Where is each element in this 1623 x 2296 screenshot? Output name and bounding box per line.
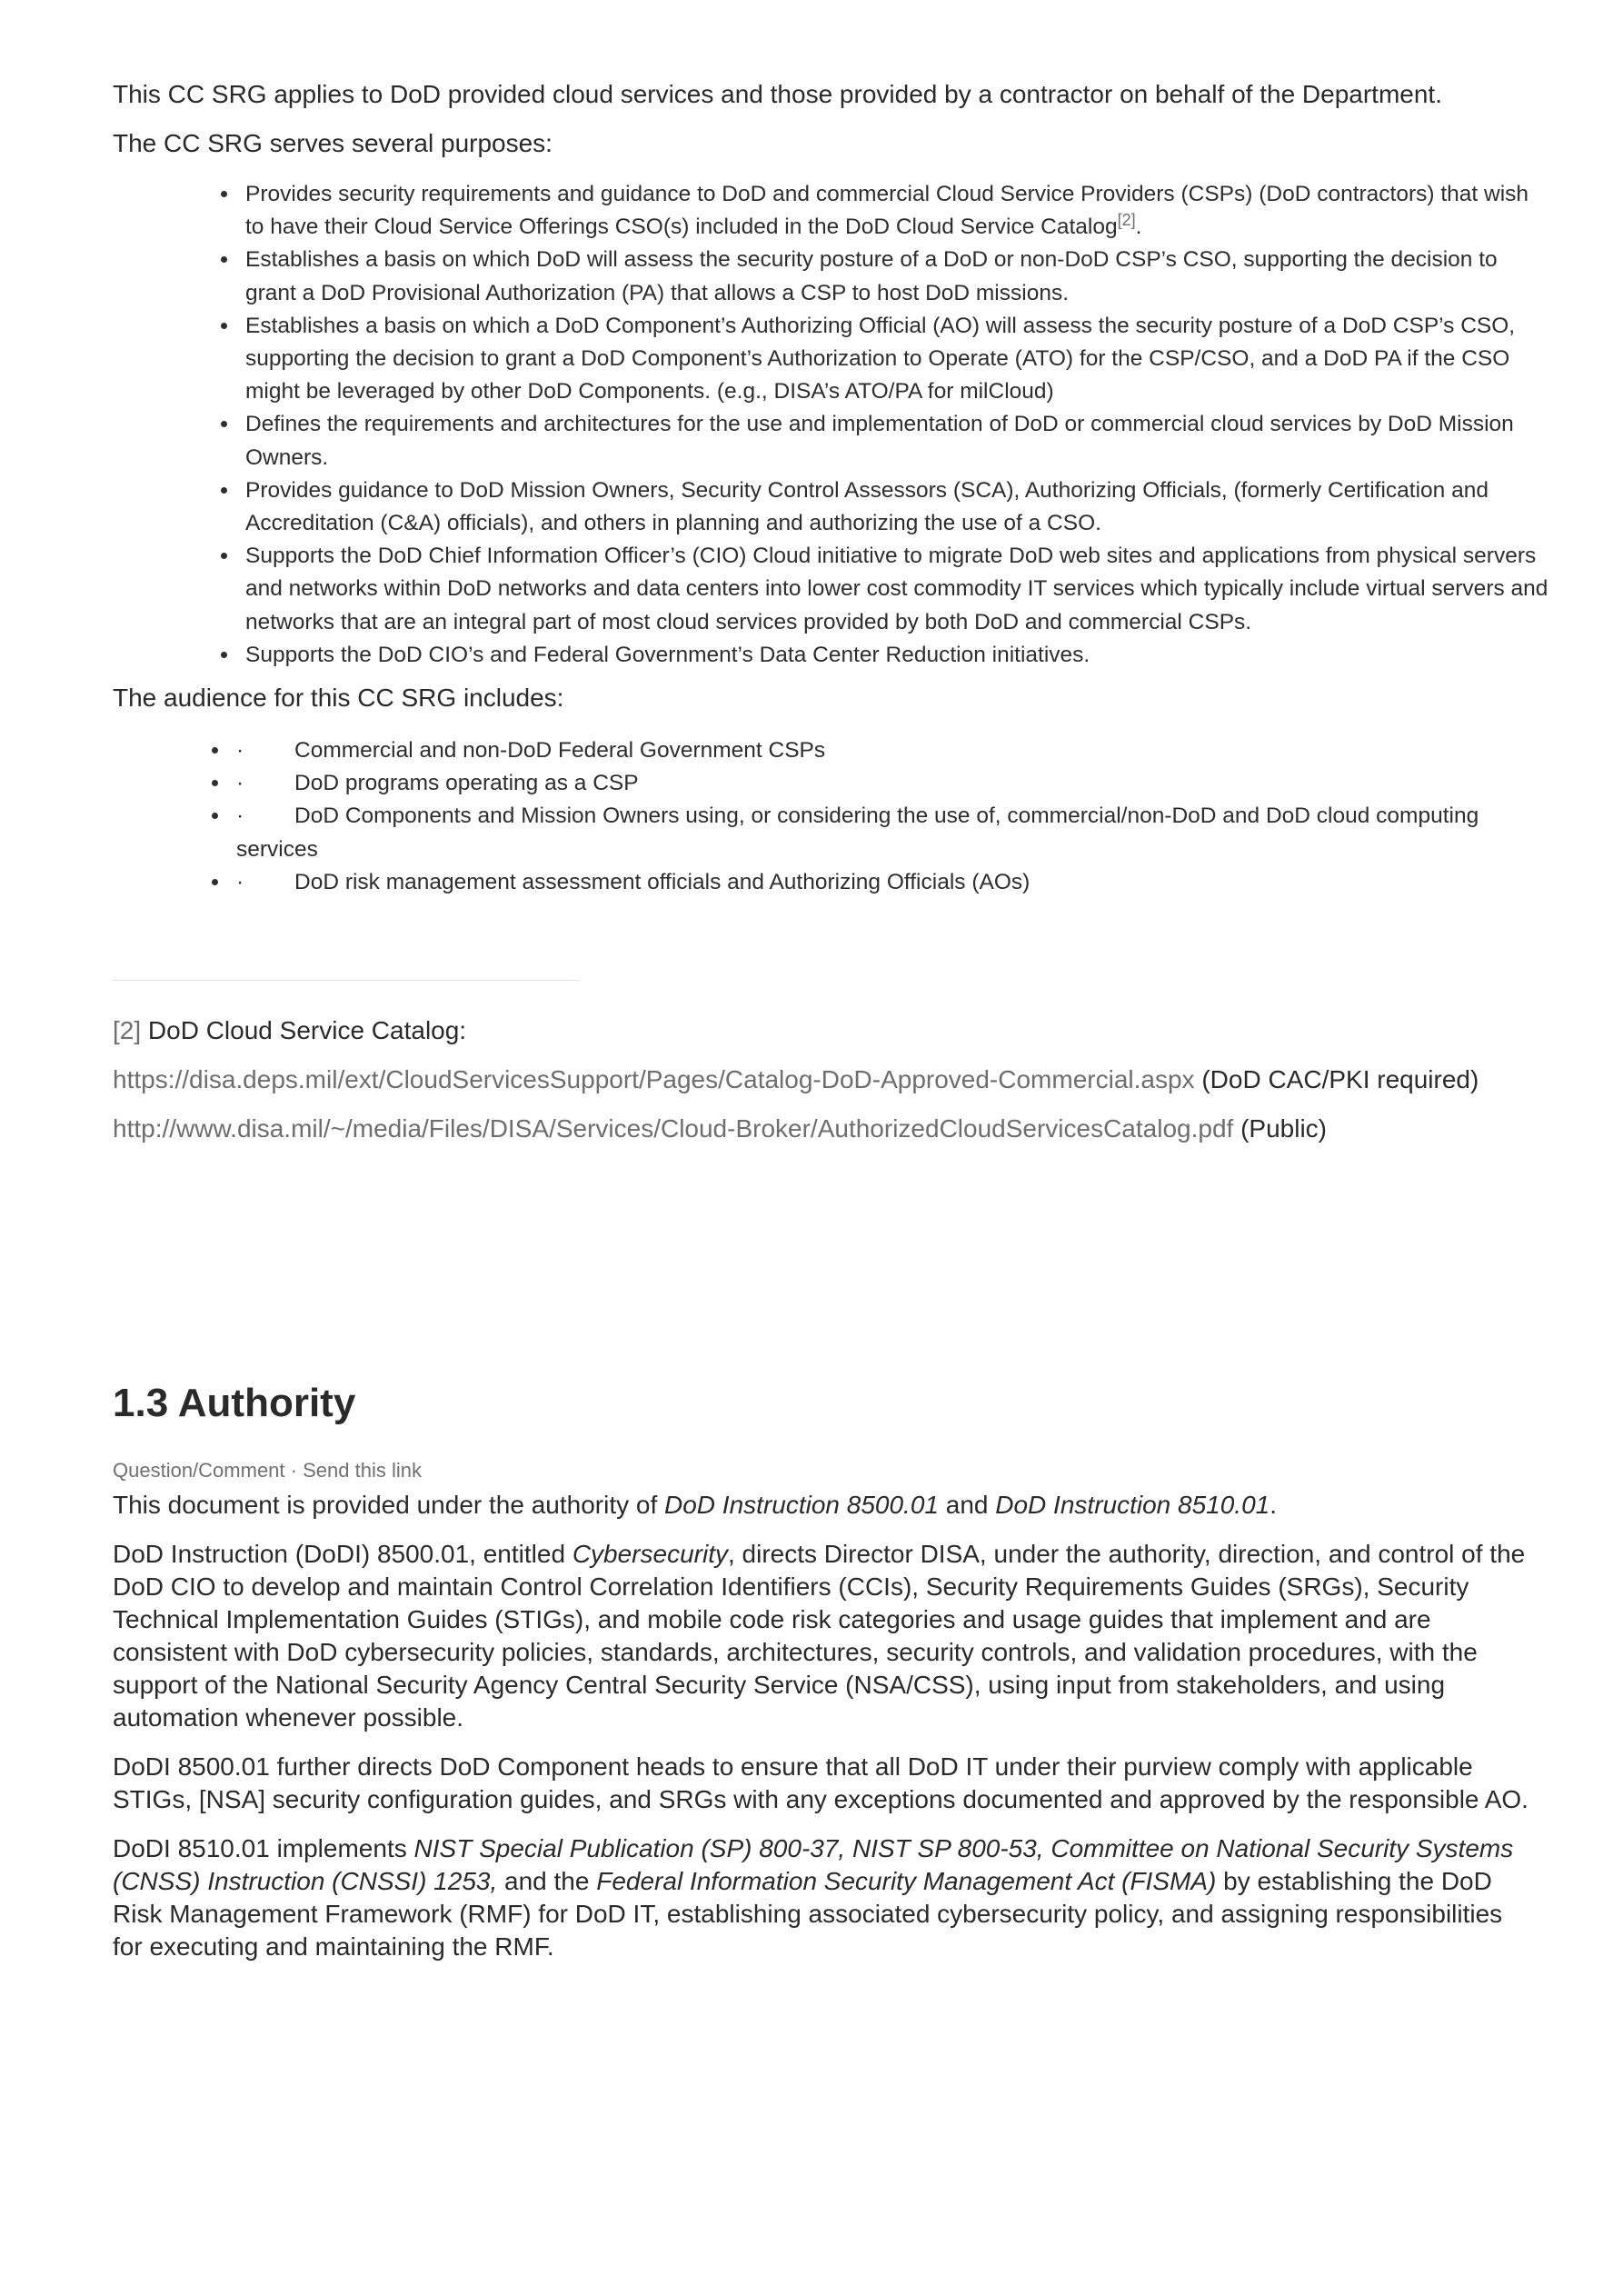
- question-comment-link[interactable]: Question/Comment: [113, 1459, 285, 1482]
- audience-section: [113, 682, 1530, 714]
- list-item: [231, 767, 1548, 800]
- list-item-text: DoD programs operating as a CSP: [294, 771, 639, 796]
- list-item: • Supports the DoD CIO’s and Federal Government’s Data Center Reduction initiatives.: [240, 639, 1548, 672]
- authority-paragraph: This document is provided under the authority of DoD Instruction 8500.01 and DoD Instruction 8510.01.: [113, 1491, 1278, 1519]
- list-item-text: Commercial and non-DoD Federal Government CSPs: [294, 738, 826, 763]
- authority-paragraph: DoD Instruction (DoDI) 8500.01, entitled Cybersecurity, directs Director DISA, under the authority, direction, and control of the DoD CIO to develop and maintain Control Correlation Identifiers (CCIs), Security Requirements Guides (SRGs), Security Technical Implementation Guides (STIGs), and mobile code risk categories and usage guides that implement and are consistent with DoD cybersecurity policies, standards, architectures, security controls, and validation procedures, with the support of the National Security Agency Central Security Service (NSA/CSS), using input from stakeholders, and using automation whenever possible.: [113, 1540, 1526, 1732]
- list-item-tail: .: [1135, 215, 1142, 240]
- list-item: • Defines the requirements and architectures for the use and implementation of DoD or commercial cloud services by DoD Mission Owners.: [240, 408, 1548, 474]
- footnote-line: [113, 1113, 1585, 1145]
- list-marker: ·: [236, 804, 244, 829]
- purposes-heading: The CC SRG serves several purposes:: [113, 129, 553, 157]
- list-item: • Supports the DoD Chief Information Officer’s (CIO) Cloud initiative to migrate DoD web sites and applications from physical servers and networks within DoD networks and data centers into lower cost commodity IT services which typically include virtual servers and networks that are an integral part of most cloud services provided by both DoD and commercial CSPs.: [240, 540, 1548, 639]
- authority-paragraph: DoDI 8500.01 further directs DoD Component heads to ensure that all DoD IT under their purview comply with applicable STIGs, [NSA] security configuration guides, and SRGs with any exceptions documented and approved by the responsible AO.: [113, 1752, 1528, 1813]
- list-item: • Establishes a basis on which DoD will assess the security posture of a DoD or non-DoD CSP’s CSO, supporting the decision to grant a DoD Provisional Authorization (PA) that allows a CSP to host DoD missions.: [240, 244, 1548, 309]
- list-item: [231, 734, 1548, 767]
- list-item-text: DoD risk management assessment officials and Authorizing Officials (AOs): [294, 869, 1031, 894]
- footnote-line: [113, 1063, 1585, 1096]
- link-note: (Public): [1240, 1114, 1328, 1143]
- authority-paragraph: DoDI 8510.01 implements NIST Special Publication (SP) 800-37, NIST SP 800-53, Committee on National Security Systems (CNSS) Instruction (CNSSI) 1253, and the Federal Information Security Management Act (FISMA) by establishing the DoD Risk Management Framework (RMF) for DoD IT, establishing associated cybersecurity policy, and assigning responsibilities for executing and maintaining the RMF.: [113, 1834, 1514, 1961]
- authority-section: [113, 1380, 1530, 1427]
- send-this-link[interactable]: Send this link: [303, 1459, 422, 1482]
- list-item: • Provides guidance to DoD Mission Owners, Security Control Assessors (SCA), Authorizing Officials, (formerly Certification and Accreditation (C&A) officials), and others in planning and authorizing the use of a CSO.: [240, 474, 1548, 540]
- catalog-cac-link[interactable]: https://disa.deps.mil/ext/CloudServicesSupport/Pages/Catalog-DoD-Approved-Commercial.aspx: [113, 1065, 1195, 1093]
- list-item: [231, 866, 1548, 899]
- link-note: (DoD CAC/PKI required): [1201, 1065, 1479, 1093]
- purposes-list-container: [113, 178, 1548, 672]
- section-action-links: [113, 1458, 1530, 1483]
- list-item-text: DoD Components and Mission Owners using, or considering the use of, commercial/non-DoD and DoD cloud computing services: [236, 804, 1479, 862]
- list-marker: ·: [236, 738, 244, 763]
- audience-list-container: [113, 734, 1548, 899]
- section-title: 1.3 Authority: [113, 1381, 356, 1425]
- intro-paragraph: This CC SRG applies to DoD provided cloud services and those provided by a contractor on behalf of the Department.: [113, 80, 1442, 108]
- list-item-text: Provides security requirements and guidance to DoD and commercial Cloud Service Providers (CSPs) (DoD contractors) that wish to have their Cloud Service Offerings CSO(s) included in the DoD Cloud Service Catalog: [245, 182, 1529, 240]
- section-actions: [113, 1458, 1530, 1483]
- footnotes: [113, 1014, 1585, 1145]
- list-marker: ·: [236, 771, 244, 796]
- footnote-backref-link[interactable]: [2]: [113, 1016, 142, 1044]
- audience-heading: The audience for this CC SRG includes:: [113, 684, 564, 712]
- footnote-divider: [113, 980, 580, 981]
- catalog-public-link[interactable]: http://www.disa.mil/~/media/Files/DISA/Services/Cloud-Broker/AuthorizedCloudServicesCatalog.pdf: [113, 1114, 1234, 1143]
- footnote-line: [113, 1014, 1585, 1047]
- intro-section: [113, 78, 1530, 160]
- list-item: [231, 800, 1548, 865]
- purposes-list: [113, 178, 1548, 672]
- list-item: • Establishes a basis on which a DoD Component’s Authorizing Official (AO) will assess the security posture of a DoD CSP’s CSO, supporting the decision to grant a DoD Component’s Authorization to Operate (ATO) for the CSP/CSO, and a DoD PA if the CSO might be leveraged by other DoD Components. (e.g., DISA’s ATO/PA for milCloud): [240, 310, 1548, 409]
- footnote-label: DoD Cloud Service Catalog:: [147, 1016, 467, 1044]
- audience-list: [113, 734, 1548, 899]
- list-marker: ·: [236, 869, 244, 894]
- authority-body: [113, 1489, 1530, 1963]
- link-separator: ·: [290, 1459, 297, 1482]
- list-item: [240, 178, 1548, 244]
- footnote-ref-link[interactable]: [2]: [1117, 211, 1136, 230]
